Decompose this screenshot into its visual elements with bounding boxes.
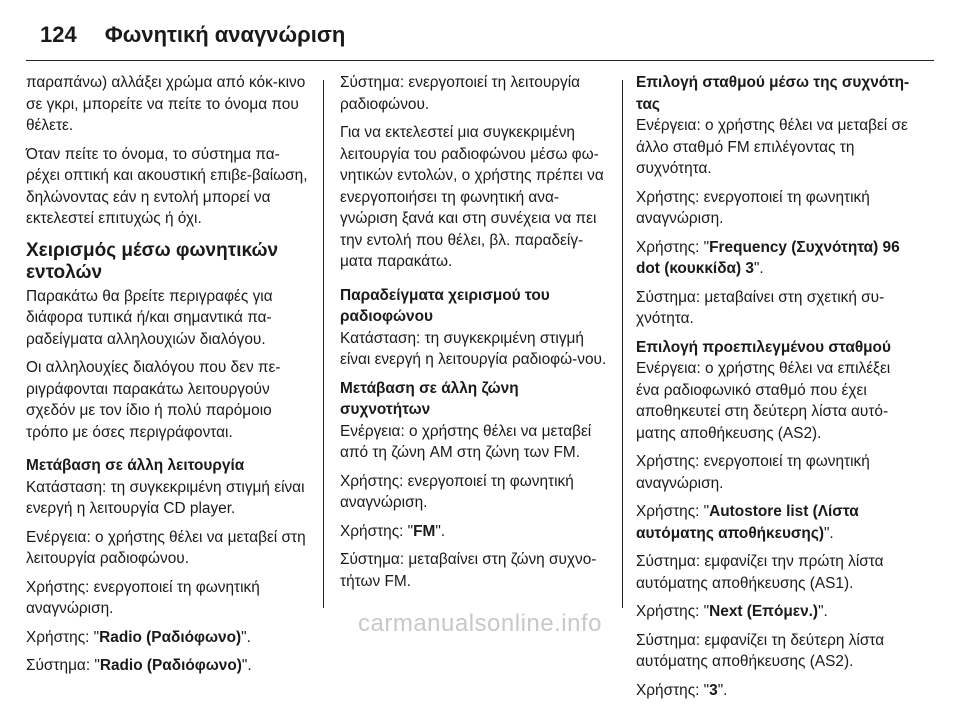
subsection-heading: Μετάβαση σε άλλη ζώνη συχνοτήτων [340,379,519,418]
paragraph: Παρακάτω θα βρείτε περιγραφές για διάφορα τυπικά ή/και σημαντικά πα-ραδείγματα αλληλουχιών διαλόγου. [26,287,273,348]
paragraph: Χρήστης: ενεργοποιεί τη φωνητική αναγνώριση. [636,188,870,227]
user-command-line: Χρήστης: "Radio (Ραδιόφωνο)". [26,628,251,646]
column-divider [323,80,324,608]
section-heading: Χειρισμός μέσω φωνητικών εντολών [26,239,279,283]
column-1 [26,72,312,684]
voice-command: Next (Επόμεν.) [709,603,819,620]
paragraph: Κατάσταση: τη συγκεκριμένη στιγμή είναι ενεργή η λειτουργία CD player. [26,478,305,517]
voice-command: Radio (Ραδιόφωνο) [99,628,242,646]
paragraph: Σύστημα: εμφανίζει τη δεύτερη λίστα αυτόματης αποθήκευσης (AS2). [636,631,885,670]
user-command-line: Χρήστης: "Next (Επόμεν.)". [636,603,828,620]
system-response-line: Σύστημα: "Radio (Ραδιόφωνο)". [26,657,252,674]
header-rule [26,60,934,61]
paragraph: Όταν πείτε το όνομα, το σύστημα πα-ρέχει οπτική και ακουστική επιβε-βαίωση, δηλώνοντας εάν η εντολή μπορεί να εκτελεστεί επιτυχώς ή όχι. [26,145,308,227]
user-command-line: Χρήστης: "3". [636,681,728,699]
user-command-line: Χρήστης: "Frequency (Συχνότητα) 96 dot (κουκκίδα) 3". [636,238,900,277]
page-number: 124 [40,22,77,47]
chapter-title: Φωνητική αναγνώριση [104,22,346,47]
voice-command: FM [413,522,436,540]
watermark: carmanualsonline.info [358,610,602,637]
column-2 [340,72,612,599]
paragraph: Χρήστης: ενεργοποιεί τη φωνητική αναγνώριση. [340,472,574,511]
paragraph: Χρήστης: ενεργοποιεί τη φωνητική αναγνώριση. [26,578,260,617]
paragraph: Για να εκτελεστεί μια συγκεκριμένη λειτουργία του ραδιοφώνου μέσω φω-νητικών εντολών, ο χρήστης πρέπει να ενεργοποιήσει τη φωνητική ανα-γνώριση ξανά και στη συνέχεια να πει την εντολή που θέλει, βλ. παραδείγ-ματα παρακάτω. [340,124,604,270]
voice-command: Frequency (Συχνότητα) 96 dot (κουκκίδα) 3 [636,238,900,277]
paragraph: Σύστημα: εμφανίζει την πρώτη λίστα αυτόματης αποθήκευσης (AS1). [636,553,884,592]
column-divider [622,80,623,608]
voice-command: 3 [709,681,718,699]
subsection-heading: Επιλογή σταθμού μέσω της συχνότη-τας [636,74,910,113]
paragraph: Κατάσταση: τη συγκεκριμένη στιγμή είναι ενεργή η λειτουργία ραδιοφώ-νου. [340,329,607,368]
paragraph: Ενέργεια: ο χρήστης θέλει να επιλέξει ένα ραδιοφωνικό σταθμό που έχει αποθηκευτεί στη δεύτερη λίστα αυτό-ματης αποθήκευσης (AS2). [636,360,891,442]
paragraph: Σύστημα: μεταβαίνει στη σχετική συ-χνότητα. [636,288,885,327]
paragraph: Σύστημα: μεταβαίνει στη ζώνη συχνο-τήτων FM. [340,551,597,590]
paragraph: Σύστημα: ενεργοποιεί τη λειτουργία ραδιοφώνου. [340,74,581,113]
subsection-heading: Παραδείγματα χειρισμού του ραδιοφώνου [340,286,550,325]
paragraph: Ενέργεια: ο χρήστης θέλει να μεταβεί από τη ζώνη AM στη ζώνη των FM. [340,422,592,461]
paragraph: Οι αλληλουχίες διαλόγου που δεν πε-ριγράφονται παρακάτω λειτουργούν σχεδόν με τον ίδιο ή πολύ παρόμοιο τρόπο με όσες περιγράφονται. [26,359,281,441]
user-command-line: Χρήστης: "Autostore list (Λίστα αυτόματης αποθήκευσης)". [636,503,859,542]
paragraph: Χρήστης: ενεργοποιεί τη φωνητική αναγνώριση. [636,453,870,492]
subsection-heading: Επιλογή προεπιλεγμένου σταθμού [636,338,891,356]
subsection-heading: Μετάβαση σε άλλη λειτουργία [26,457,245,474]
paragraph: Ενέργεια: ο χρήστης θέλει να μεταβεί σε άλλο σταθμό FM επιλέγοντας τη συχνότητα. [636,117,908,177]
page-header [40,22,345,52]
paragraph: παραπάνω) αλλάξει χρώμα από κόκ-κινο σε γκρι, μπορείτε να πείτε το όνομα που θέλετε. [26,74,306,134]
paragraph: Ενέργεια: ο χρήστης θέλει να μεταβεί στη λειτουργία ραδιοφώνου. [26,528,306,567]
voice-command: Autostore list (Λίστα αυτόματης αποθήκευσης) [636,503,859,542]
user-command-line: Χρήστης: "FM". [340,522,446,540]
voice-command: Radio (Ραδιόφωνο) [99,657,242,674]
